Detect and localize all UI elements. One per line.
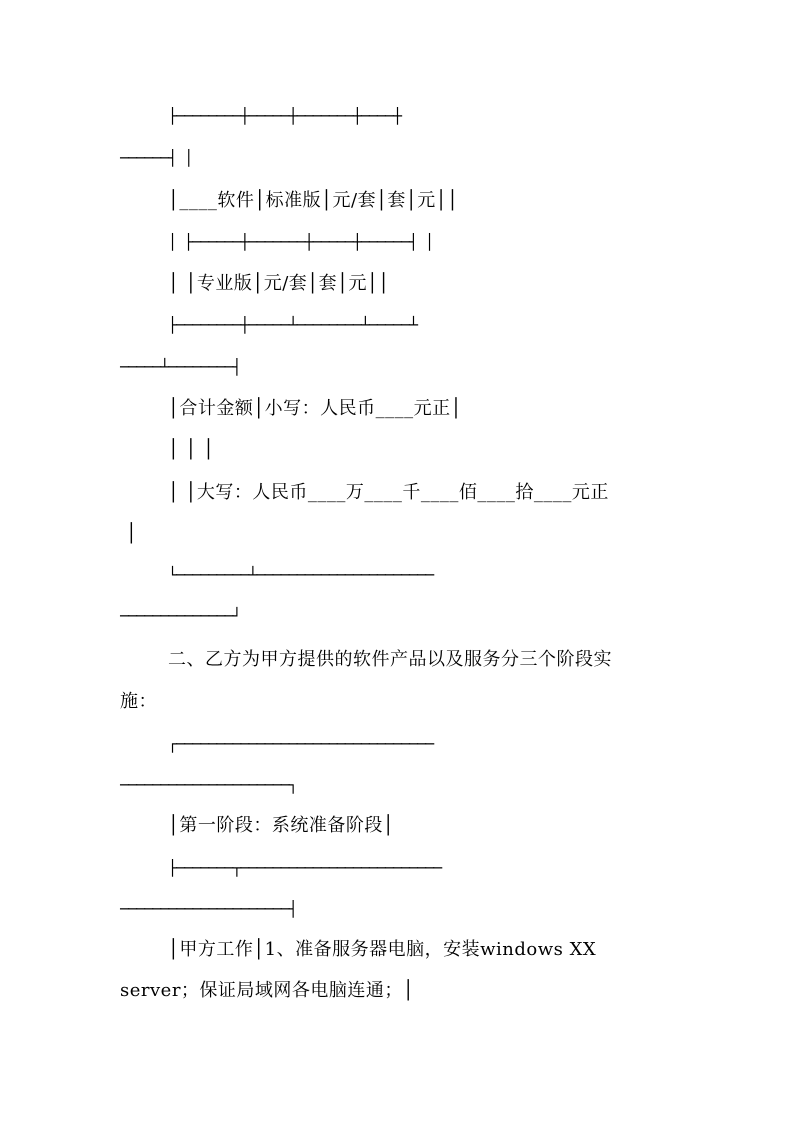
table-border-line: ┌──────────────────────────────── <box>168 735 434 753</box>
table-row-phase-one: │第一阶段：系统准备阶段│ <box>168 815 395 836</box>
table-border-line: ──────────────┘ <box>120 607 241 625</box>
table-border-line: │ <box>126 523 138 544</box>
table-border-line: └─────────┴────────────────────── <box>168 566 434 584</box>
table-row-standard-edition: │____软件│标准版│元/套│套│元││ <box>168 190 459 211</box>
table-row-total-lowercase: │合计金额│小写：人民币____元正│ <box>168 398 463 419</box>
table-border-line: ─────────────────────┤ <box>120 900 297 918</box>
table-border-line: ├───────┬───────────────────────── <box>168 859 442 877</box>
table-row-total-uppercase: │ │大写：人民币____万____千____佰____拾____元正 <box>168 482 609 503</box>
section-heading-phases-continued: 施： <box>120 691 157 712</box>
table-border-line: ──────┤ │ <box>120 149 193 167</box>
table-border-line: ├────────┼─────┼───────┼────┼ <box>168 107 401 125</box>
table-border-line: │ │ │ <box>168 439 215 460</box>
table-row-party-a-work-continued: server；保证局域网各电脑连通；│ <box>120 980 415 1001</box>
section-heading-phases: 二、乙方为甲方提供的软件产品以及服务分三个阶段实 <box>168 649 612 670</box>
table-border-line: │ ├──────┼───────┼─────┼──────┤ │ <box>168 233 434 251</box>
table-row-party-a-work: │甲方工作│1、准备服务器电脑，安装windows XX <box>168 939 597 960</box>
table-border-line: ├────────┼─────┴────────┴─────┴ <box>168 316 417 334</box>
table-row-professional-edition: │ │专业版│元/套│套│元││ <box>168 273 390 294</box>
table-border-line: ─────────────────────┐ <box>120 776 297 794</box>
table-border-line: ─────┴────────┤ <box>120 358 241 376</box>
